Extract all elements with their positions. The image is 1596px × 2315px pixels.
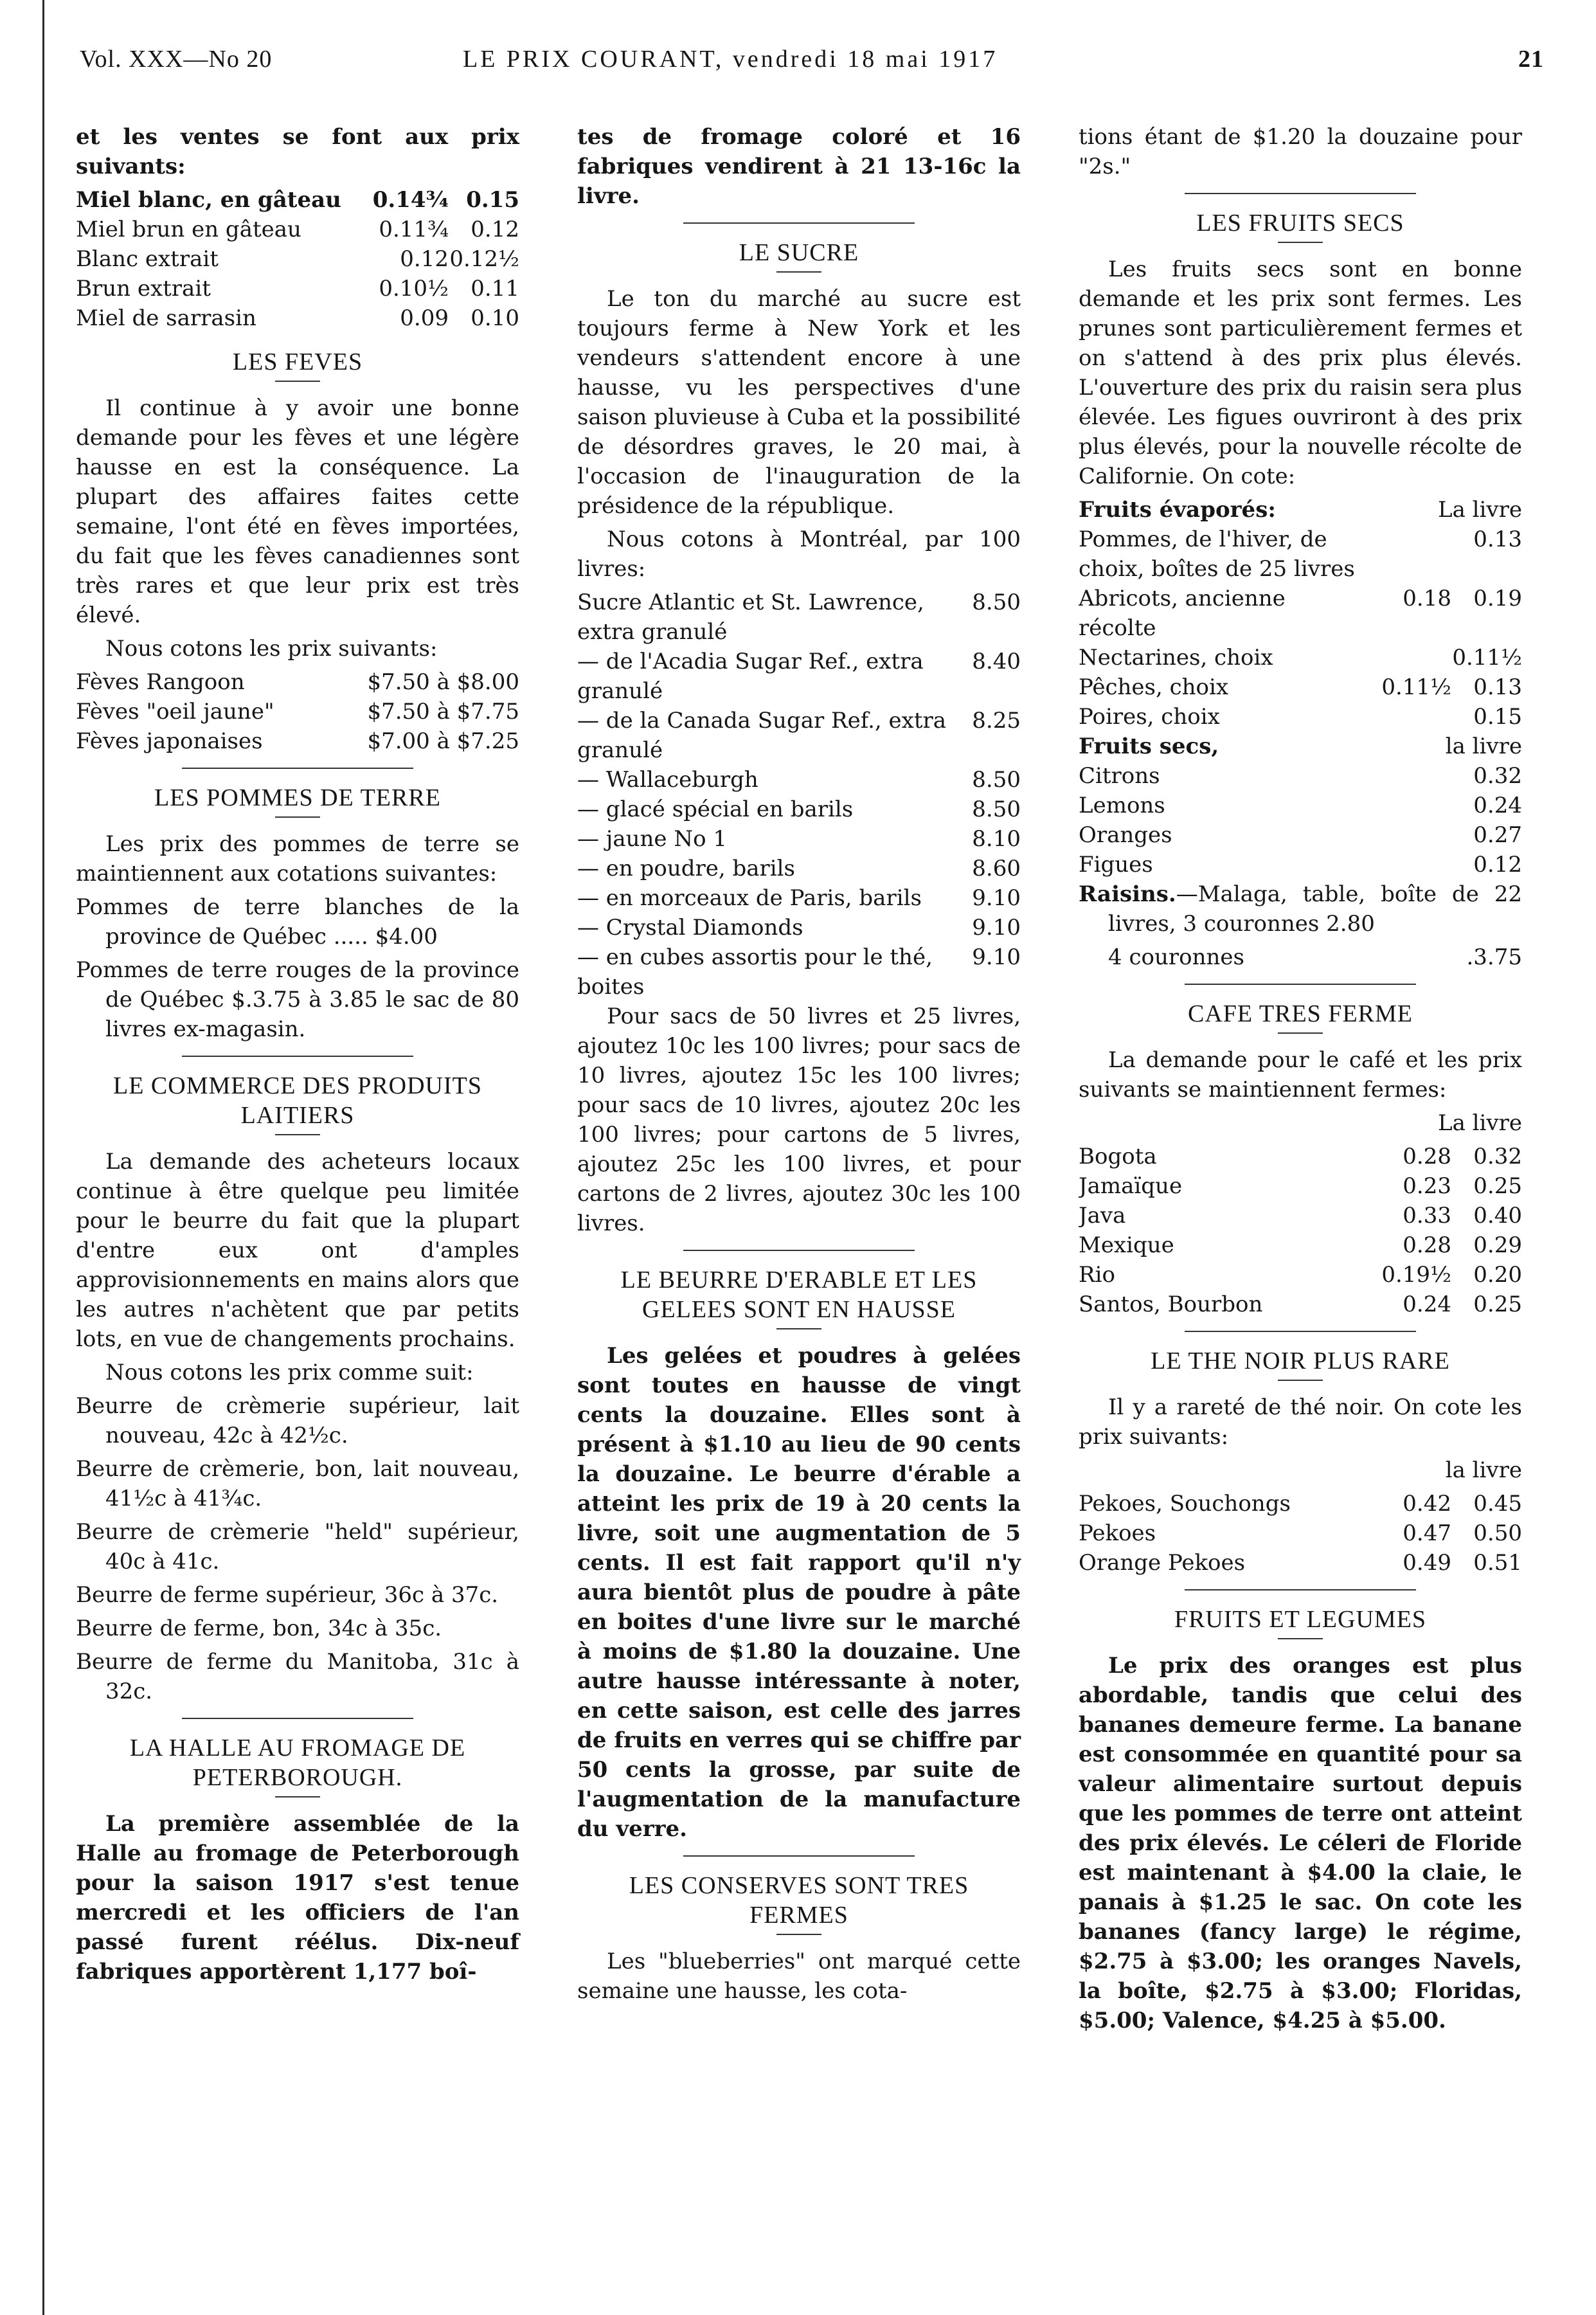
feves-paragraph-2: Nous cotons les prix suivants:	[105, 636, 438, 662]
fruits-paragraph: Les fruits secs sont en bonne demande et les prix sont fermes. Les prunes sont particulièrement fermes et on s'attend à des prix plus élevés. L'ouverture des prix du raisin sera plus élevée. Les figues ouvriront à des prix plus élevés, pour la nouvelle récolte de Californie. On cote:	[1079, 257, 1522, 489]
pommes-paragraph-2: Pommes de terre blanches de la province de Québec ..... $4.00	[76, 894, 519, 950]
section-rule	[182, 1056, 413, 1057]
price-row: Fèves japonaises $7.00 à $7.25	[76, 728, 519, 754]
section-heading-cafe: CAFE TRES FERME	[1187, 1000, 1413, 1027]
heading-rule	[1278, 242, 1323, 243]
section-rule	[182, 768, 413, 769]
conserves-continuation: tions étant de $1.20 la douzaine pour "2s."	[1079, 124, 1522, 179]
heading-rule	[1278, 1380, 1323, 1381]
the-paragraph: Il y a rareté de thé noir. On cote les prix suivants:	[1079, 1394, 1522, 1450]
column-2	[577, 122, 1021, 2010]
column-1	[76, 122, 519, 1990]
heading-rule	[275, 816, 320, 818]
heading-rule	[776, 1934, 821, 1935]
section-heading-the: LE THE NOIR PLUS RARE	[1151, 1347, 1450, 1374]
heading-rule	[776, 1328, 821, 1329]
beurre-item: Beurre de ferme supérieur, 36c à 37c.	[76, 1582, 499, 1608]
price-row: Bogota 0.28 0.32	[1079, 1144, 1522, 1169]
price-row: — glacé spécial en barils 8.50	[577, 797, 1021, 822]
price-row: Figues 0.12	[1079, 852, 1522, 878]
pommes-paragraph-3: Pommes de terre rouges de la province de Québec $.3.75 à 3.85 le sac de 80 livres ex-magasin.	[76, 957, 519, 1042]
pommes-paragraph: Les prix des pommes de terre se maintiennent aux cotations suivantes:	[76, 831, 519, 887]
section-heading-sucre: LE SUCRE	[739, 239, 859, 266]
sucre-paragraph: Le ton du marché au sucre est toujours ferme à New York et les vendeurs s'attendent encore à une hausse, vu les perspectives d'une saison pluvieuse à Cuba et la possibilité de désordres graves, le 20 mai, à l'occasion de l'inauguration de la présidence de la république.	[577, 286, 1021, 519]
heading-rule	[776, 271, 821, 273]
page-header	[45, 45, 1556, 90]
cafe-paragraph: La demande pour le café et les prix suivants se maintiennent fermes:	[1079, 1047, 1522, 1103]
beurre-item: Beurre de crèmerie "held" supérieur, 40c à 41c.	[76, 1519, 519, 1574]
laitiers-paragraph-2: Nous cotons les prix comme suit:	[105, 1360, 474, 1385]
feves-paragraph: Il continue à y avoir une bonne demande pour les fèves et une légère hausse en est la conséquence. La plupart des affaires faites cette semaine, l'ont été en fèves importées, du fait que les fèves canadiennes sont très rares et que leur prix est très élevé.	[76, 395, 519, 628]
heading-rule	[1278, 1638, 1323, 1639]
heading-rule	[275, 1134, 320, 1135]
price-row: Citrons 0.32	[1079, 763, 1522, 789]
miel-price-list	[76, 185, 519, 333]
price-row: Pommes, de l'hiver, de choix, boîtes de 25 livres 0.13	[1079, 527, 1522, 582]
price-row: Mexique 0.28 0.29	[1079, 1232, 1522, 1258]
laitiers-paragraph: La demande des acheteurs locaux continue à être quelque peu limitée pour le beurre du fait que la plupart d'entre eux ont d'amples approvisionnements en mains alors que les autres n'achètent que par petits lots, en vue de changements prochains.	[76, 1149, 519, 1352]
column-3	[1079, 122, 1522, 2039]
fromage-continuation: tes de fromage coloré et 16 fabriques vendirent à 21 13-16c la livre.	[577, 124, 1021, 209]
price-row: — de la Canada Sugar Ref., extra granulé 8.25	[577, 708, 1021, 763]
cafe-unit: La livre	[1438, 1110, 1522, 1136]
section-heading-conserves: LES CONSERVES SONT TRES FERMES	[629, 1872, 969, 1929]
price-row: Oranges 0.27	[1079, 822, 1522, 848]
section-rule	[1185, 1589, 1416, 1590]
heading-rule	[275, 1796, 320, 1797]
beurre-item: Beurre de ferme du Manitoba, 31c à 32c.	[76, 1649, 519, 1704]
section-heading-erable: LE BEURRE D'ERABLE ET LES GELEES SONT EN HAUSSE	[620, 1266, 978, 1323]
price-row: Pêches, choix 0.11½ 0.13	[1079, 674, 1522, 700]
section-rule	[683, 1250, 915, 1251]
legumes-paragraph: Le prix des oranges est plus abordable, tandis que celui des bananes demeure ferme. La banane est consommée en quantité pour sa valeur alimentaire surtout depuis que les pommes de terre ont atteint des prix élevés. Le céleri de Floride est maintenant à $4.00 la claie, le panais à $1.25 le sac. On cote les bananes (fancy large) le régime, $2.75 à $3.00; les oranges Navels, la boîte, $2.75 à $3.00; Floridas, $5.00; Valence, $4.25 à $5.00.	[1079, 1653, 1522, 2033]
price-row: Nectarines, choix 0.11½	[1079, 645, 1522, 671]
price-row: Santos, Bourbon 0.24 0.25	[1079, 1292, 1522, 1317]
section-heading-feves: LES FEVES	[232, 348, 363, 375]
newspaper-page	[45, 26, 1556, 2295]
price-row: Lemons 0.24	[1079, 793, 1522, 818]
section-rule	[683, 1855, 915, 1857]
heading-rule	[1278, 1032, 1323, 1034]
price-row: — Crystal Diamonds 9.10	[577, 915, 1021, 941]
heading-rule	[275, 381, 320, 382]
erable-paragraph: Les gelées et poudres à gelées sont toutes en hausse de vingt cents la douzaine. Elles sont à présent à $1.10 au lieu de 90 cents la douzaine. Le beurre d'érable a atteint les prix de 19 à 20 cents la livre, soit une augmentation de 5 cents. Il est fait rapport qu'il n'y aura bientôt plus de poudre à pâte en boites d'une livre sur le marché à moins de $1.80 la douzaine. Une autre hausse intéressante à noter, en cette saison, est celle des jarres de fruits en verres qui se chiffre par 50 cents la grosse, par suite de l'augmentation de la manufacture du verre.	[577, 1343, 1021, 1842]
section-rule	[1185, 1331, 1416, 1332]
sucre-paragraph-3: Pour sacs de 50 livres et 25 livres, ajoutez 10c les 100 livres; pour sacs de 10 livres, ajoutez 15c les 100 livres; pour sacs de 10 livres, ajoutez 20c les 100 livres; pour cartons de 5 livres, ajoutez 25c les 100 livres, et pour cartons de 2 livres, ajoutez 30c les 100 livres.	[577, 1004, 1021, 1236]
secs-label-row: Fruits secs, la livre	[1079, 734, 1522, 759]
section-rule	[1185, 193, 1416, 194]
price-row: Orange Pekoes 0.49 0.51	[1079, 1550, 1522, 1576]
journal-title-date: LE PRIX COURANT, vendredi 18 mai 1917	[463, 46, 998, 73]
price-row: Miel brun en gâteau 0.11¾ 0.12	[76, 217, 519, 242]
price-row: Fèves Rangoon $7.50 à $8.00	[76, 669, 519, 695]
beurre-item: Beurre de ferme, bon, 34c à 35c.	[76, 1616, 442, 1641]
sucre-price-list	[577, 588, 1021, 1002]
section-heading-pommes: LES POMMES DE TERRE	[154, 784, 441, 811]
price-row: Pekoes 0.47 0.50	[1079, 1520, 1522, 1546]
price-row: — en cubes assortis pour le thé, boites 9.10	[577, 944, 1021, 1000]
section-rule	[1185, 984, 1416, 985]
price-row: Pekoes, Souchongs 0.42 0.45	[1079, 1491, 1522, 1517]
section-heading-legumes: FRUITS ET LEGUMES	[1174, 1606, 1427, 1633]
evapores-label-row: Fruits évaporés: La livre	[1079, 497, 1522, 523]
section-rule	[683, 222, 915, 224]
conserves-paragraph: Les "blueberries" ont marqué cette semaine une hausse, les cota-	[577, 1949, 1021, 2004]
beurre-item: Beurre de crèmerie, bon, lait nouveau, 41½c à 41¾c.	[76, 1456, 519, 1511]
miel-intro: et les ventes se font aux prix suivants:	[76, 124, 519, 179]
price-row: Blanc extrait 0.12 0.12½	[76, 246, 519, 272]
price-row: Miel blanc, en gâteau 0.14¾ 0.15	[76, 187, 519, 213]
price-row: Poires, choix 0.15	[1079, 704, 1522, 730]
page-number: 21	[1518, 46, 1544, 73]
section-rule	[182, 1718, 413, 1719]
price-row: — en poudre, barils 8.60	[577, 856, 1021, 881]
price-row: Brun extrait 0.10½ 0.11	[76, 276, 519, 302]
the-unit: la livre	[1445, 1457, 1522, 1483]
price-row: Fèves "oeil jaune" $7.50 à $7.75	[76, 699, 519, 725]
price-row: Abricots, ancienne récolte 0.18 0.19	[1079, 586, 1522, 641]
price-row: Java 0.33 0.40	[1079, 1203, 1522, 1229]
price-row: Jamaïque 0.23 0.25	[1079, 1173, 1522, 1199]
section-heading-laitiers: LE COMMERCE DES PRODUITS LAITIERS	[113, 1072, 482, 1129]
raisins-item: Raisins.—Malaga, table, boîte de 22 livres, 3 couronnes 2.80	[1079, 881, 1522, 937]
page-left-rule	[42, 0, 44, 2315]
halle-paragraph: La première assemblée de la Halle au fromage de Peterborough pour la saison 1917 s'est tenue mercredi et les officiers de l'an passé furent réélus. Dix-neuf fabriques apportèrent 1,177 boî-	[76, 1811, 519, 1985]
price-row: — Wallaceburgh 8.50	[577, 767, 1021, 793]
price-row: 4 couronnes .3.75	[1108, 944, 1522, 970]
price-row: — en morceaux de Paris, barils 9.10	[577, 885, 1021, 911]
price-row: Miel de sarrasin 0.09 0.10	[76, 305, 519, 331]
section-heading-fruits-secs: LES FRUITS SECS	[1196, 210, 1404, 237]
price-row: — de l'Acadia Sugar Ref., extra granulé 8.40	[577, 649, 1021, 704]
volume-number: Vol. XXX—No 20	[80, 46, 273, 73]
section-heading-halle: LA HALLE AU FROMAGE DE PETERBOROUGH.	[129, 1734, 466, 1791]
price-row: Rio 0.19½ 0.20	[1079, 1262, 1522, 1288]
beurre-item: Beurre de crèmerie supérieur, lait nouveau, 42c à 42½c.	[76, 1393, 519, 1448]
sucre-paragraph-2: Nous cotons à Montréal, par 100 livres:	[577, 527, 1021, 582]
price-row: Sucre Atlantic et St. Lawrence, extra granulé 8.50	[577, 590, 1021, 645]
price-row: — jaune No 1 8.10	[577, 826, 1021, 852]
